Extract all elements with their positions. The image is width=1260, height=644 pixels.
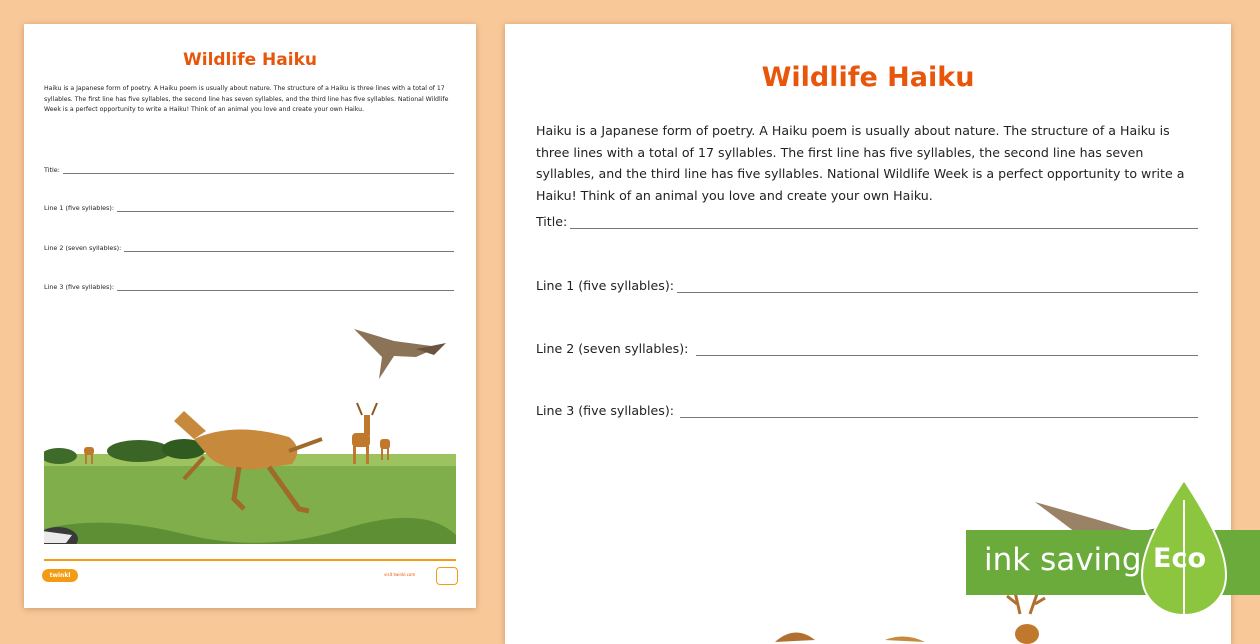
line3-field[interactable] (536, 403, 1198, 418)
worksheet-preview-small (24, 24, 476, 608)
line1-field-line (677, 292, 1198, 293)
line2-field-label: Line 2 (seven syllables): (44, 244, 122, 252)
line1-field-label: Line 1 (five syllables): (44, 204, 115, 212)
footer-badge-icon (436, 567, 458, 585)
worksheet-title: Wildlife Haiku (182, 50, 317, 70)
footer-url: visit twinkl.com (384, 572, 416, 577)
footer-divider (44, 559, 456, 561)
line1-field[interactable] (536, 278, 1198, 293)
ink-saving-label: ink saving (984, 542, 1142, 578)
line3-field-line (117, 290, 454, 291)
worksheet-title: Wildlife Haiku (761, 62, 975, 93)
line2-field[interactable] (44, 244, 454, 252)
line1-field[interactable] (44, 204, 454, 212)
title-field-line (63, 173, 454, 174)
leaping-deer (775, 632, 925, 642)
eco-label: Eco (1153, 543, 1206, 574)
twinkl-logo: twinkl (42, 569, 78, 582)
line3-field-line (680, 417, 1198, 418)
line3-field-label: Line 3 (five syllables): (44, 283, 115, 291)
title-field[interactable] (44, 166, 454, 174)
line1-field-label: Line 1 (five syllables): (536, 278, 675, 293)
title-field[interactable] (536, 214, 1198, 229)
line3-field-label: Line 3 (five syllables): (536, 403, 675, 418)
line2-field-line (696, 355, 1198, 356)
line2-field[interactable] (536, 341, 1198, 356)
title-field-line (570, 228, 1198, 229)
bird-icon (354, 329, 446, 379)
line3-field[interactable] (44, 283, 454, 291)
wildlife-scene-illustration (44, 299, 456, 544)
line2-field-label: Line 2 (seven syllables): (536, 341, 689, 356)
worksheet-intro: Haiku is a Japanese form of poetry. A Haiku poem is usually about nature. The structure of a Haiku is three lines with a total of 17 syllables. The first line has five syllables, the second line has seven syllables, and the third line has five syllables. National Wildlife Week is a perfect opportunity to write a Haiku! Think of an animal you love and create your own Haiku. (44, 85, 449, 113)
line2-field-line (124, 251, 454, 252)
title-field-label: Title: (44, 166, 60, 174)
title-field-label: Title: (536, 214, 568, 229)
worksheet-intro: Haiku is a Japanese form of poetry. A Haiku poem is usually about nature. The structure of a Haiku is three lines with a total of 17 syllables. The first line has five syllables, the second line has seven syllables, and the third line has five syllables. National Wildlife Week is a perfect opportunity to write a Haiku! Think of an animal you love and create your own Haiku. (536, 123, 1185, 203)
line1-field-line (117, 211, 454, 212)
deer-icon (1007, 592, 1045, 644)
